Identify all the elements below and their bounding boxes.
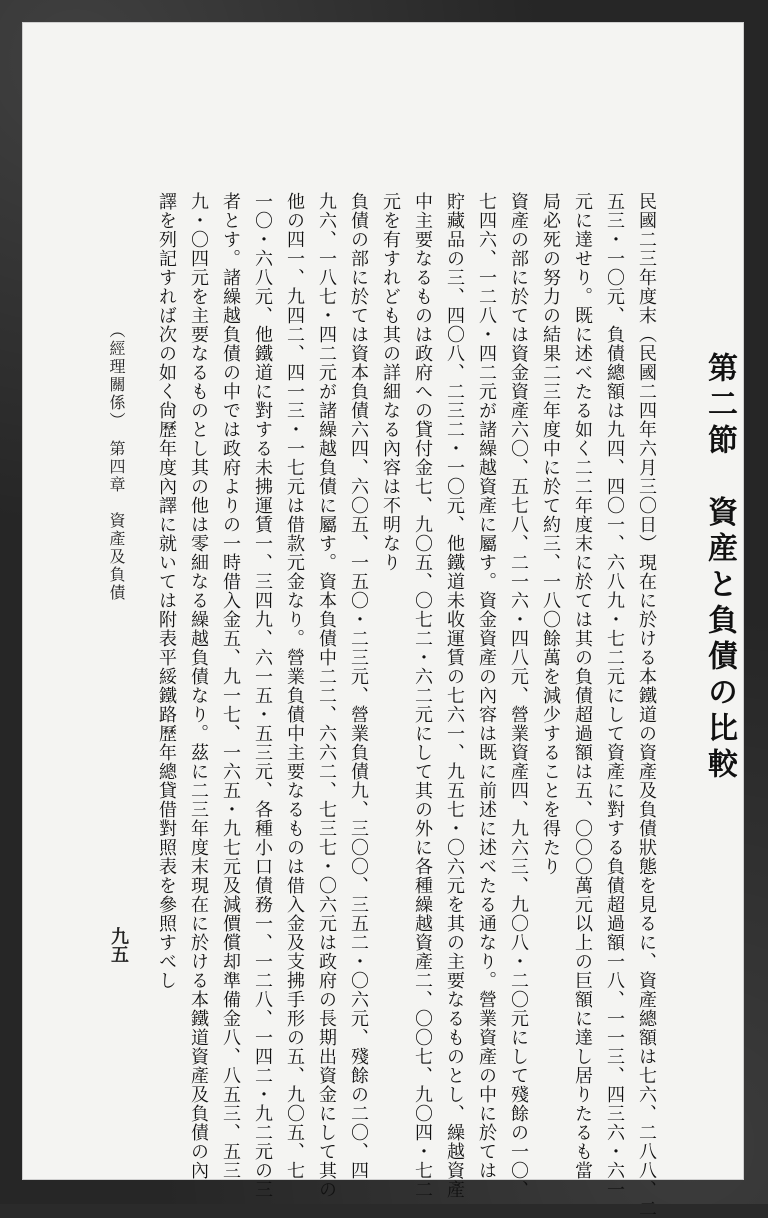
text-line: 九六、一八七・四二元が諸繰越負債に屬す。資本負債中二二、六六二、七三七・〇六元は政府の長期出資金にして其の bbox=[316, 192, 337, 1199]
text-line: 一〇・六八元、他鐵道に對する未拂運賃一、三四九、六一五・五三元、各種小口債務一、一二八、一四二・九二元の三 bbox=[252, 192, 273, 1199]
text-line: 元に達せり。既に述べたる如く二二年度末に於ては其の負債超過額は五、〇〇〇萬元以上の巨額に達し居りたるも當 bbox=[572, 192, 593, 1180]
text-line: 七四六、一二八・四二元が諸繰越資產に屬す。資金資產の內容は既に前述に述べたる通なり。營業資產の中に於ては bbox=[476, 192, 497, 1180]
page-content bbox=[22, 22, 744, 1218]
running-footer: （經理關係） 第四章 資產及負債 bbox=[107, 322, 126, 602]
text-line: 他の四一、九四二、四一三・一七元は借款元金なり。營業負債中主要なるものは借入金及支拂手形の五、九〇五、七 bbox=[284, 192, 305, 1180]
text-line: 九・〇四元を主要なるものとし其の他は零細なる繰越負債なり。茲に二三年度末現在に於ける本鐵道資產及負債の內 bbox=[188, 192, 209, 1180]
text-line: 者とす。諸繰越負債の中では政府よりの一時借入金五、九一七、一六五・九七元及減價償却準備金八、八五三、五三 bbox=[220, 192, 241, 1180]
book-page bbox=[22, 22, 744, 1218]
text-line: 貯藏品の三、四〇八、二三二・一〇元、他鐵道未收運賃の七六一、九五七・〇六元を其の主要なるものとし、繰越資產 bbox=[444, 192, 465, 1199]
page-number: 九五 bbox=[108, 927, 129, 963]
section-title: 第二節 資産と負債の比較 bbox=[702, 352, 737, 784]
text-line: 資產の部に於ては資金資產六〇、五七八、二一六・四八元、營業資產四、九六三、九〇八・二〇元にして殘餘の一〇、 bbox=[508, 192, 529, 1199]
text-line: 負債の部に於ては資本負債六四、六〇五、一五〇・二三元、營業負債九、三〇〇、三五二・〇六元、殘餘の二〇、四 bbox=[348, 192, 369, 1180]
text-line: 五三・一〇元、負債總額は九四、四〇一、六八九・七二元にして資產に對する負債超過額一八、一一三、四三六・六一 bbox=[604, 192, 625, 1199]
text-line: 民國二三年度末（民國二四年六月三〇日）現在に於ける本鐵道の資產及負債狀態を見るに、資產總額は七六、二八八、二 bbox=[636, 192, 657, 1218]
text-line: 中主要なるものは政府への貸付金七、九〇五、〇七二・六二元にして其の外に各種繰越資產二、〇〇七、九〇四・七二 bbox=[412, 192, 433, 1199]
text-line: 元を有すれども其の詳細なる內容は不明なり bbox=[380, 192, 401, 572]
text-line: 局必死の努力の結果二三年度中に於て約三、一八〇餘萬を減少することを得たり bbox=[540, 192, 561, 876]
text-line: 譯を列記すれば次の如く尙歷年度內譯に就いては附表平綏鐵路歷年總貸借對照表を參照すべし bbox=[156, 192, 177, 990]
